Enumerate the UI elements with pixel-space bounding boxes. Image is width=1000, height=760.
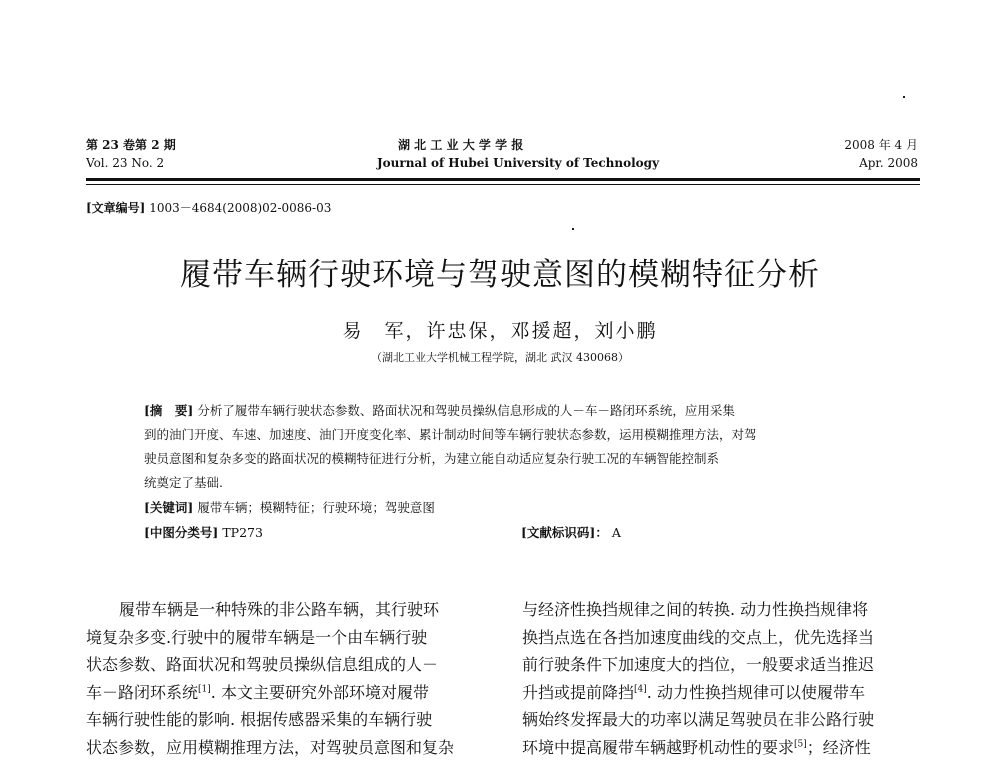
classification-number (144, 523, 263, 541)
body-text: 履带车辆是一种特殊的非公路车辆，其行驶环 (119, 600, 440, 619)
body-line (86, 625, 427, 648)
body-line (522, 652, 874, 675)
issue-date-en: Apr. 2008 (859, 156, 918, 170)
body-text: 换挡点选在各挡加速度曲线的交点上，优先选择当 (522, 627, 875, 647)
header-rule-thick (86, 178, 920, 181)
header-rule-thin (86, 184, 920, 185)
body-line (86, 735, 454, 758)
body-text: 升挡或提前降挡 (522, 682, 635, 702)
scan-speck (903, 96, 905, 98)
body-line (522, 597, 868, 620)
issue-date-cn: 2008 年 4 月 (844, 138, 918, 152)
volume-issue-en: Vol. 23 No. 2 (86, 156, 165, 170)
body-line (86, 652, 438, 675)
body-text: 车－路闭环系统 (86, 682, 199, 702)
body-text: . 动力性换挡规律可以使履带车 (646, 682, 865, 702)
citation-ref: [1] (198, 684, 211, 695)
volume-issue-cn: 第 23 卷第 2 期 (86, 138, 176, 152)
abstract-line (144, 401, 735, 419)
body-text: 状态参数，应用模糊推理方法，对驾驶员意图和复杂 (86, 737, 455, 757)
paper-title: 履带车辆行驶环境与驾驶意图的模糊特征分析 (180, 257, 820, 293)
body-text: 境复杂多变.行驶中的履带车辆是一个由车辆行驶 (86, 627, 428, 647)
abstract-line: 到的油门开度、车速、加速度、油门开度变化率、累计制动时间等车辆行驶状态参数，运用模糊推理方法，对驾 (144, 427, 757, 442)
article-number-value: 1003－4684(2008)02-0086-03 (149, 201, 332, 215)
author-list: 易 军，许忠保，邓援超，刘小鹏 (342, 320, 658, 342)
body-line (119, 597, 439, 620)
body-line (522, 625, 874, 648)
body-text: 前行驶条件下加速度大的挡位，一般要求适当推迟 (522, 655, 875, 674)
body-text: 车辆行驶性能的影响. 根据传感器采集的车辆行驶 (86, 710, 433, 729)
document-code-label: [文献标识码]： (521, 525, 608, 540)
body-line (522, 735, 871, 758)
keywords-label: [关键词] (144, 500, 194, 515)
citation-ref: [5] (794, 739, 807, 750)
classification-value: TP273 (222, 525, 263, 540)
body-line (522, 680, 865, 703)
article-number (86, 199, 331, 216)
body-line (86, 707, 432, 730)
body-text: 辆始终发挥最大的功率以满足驾驶员在非公路行驶 (522, 710, 875, 729)
body-line (86, 680, 429, 703)
body-text: ；经济性 (806, 737, 871, 757)
keywords (144, 498, 435, 516)
body-text: . 本文主要研究外部环境对履带 (210, 682, 429, 702)
body-text: 环境中提高履带车辆越野机动性的要求 (522, 737, 795, 757)
keywords-value: 履带车辆；模糊特征；行驶环境；驾驶意图 (197, 500, 435, 515)
author-affiliation: （湖北工业大学机械工程学院，湖北 武汉 430068） (371, 351, 629, 364)
document-code (521, 523, 621, 541)
body-line (522, 707, 874, 730)
body-text: 与经济性换挡规律之间的转换. 动力性换挡规律将 (522, 600, 869, 619)
document-code-value: A (611, 525, 621, 540)
body-text: 状态参数、路面状况和驾驶员操纵信息组成的人－ (86, 655, 439, 674)
abstract-line: 统奠定了基础. (144, 475, 223, 490)
classification-label: [中图分类号] (144, 525, 219, 540)
citation-ref: [4] (634, 684, 647, 695)
abstract-line: 驶员意图和复杂多变的路面状况的模糊特征进行分析，为建立能自动适应复杂行驶工况的车辆智能控制系 (144, 451, 720, 466)
journal-name-en: Journal of Hubei University of Technology (377, 156, 660, 170)
article-number-label: [文章编号] (86, 201, 146, 215)
scan-speck (572, 228, 574, 230)
abstract-text: 分析了履带车辆行驶状态参数、路面状况和驾驶员操纵信息形成的人－车－路闭环系统，应用采集 (197, 403, 735, 418)
journal-name-cn: 湖 北 工 业 大 学 学 报 (398, 138, 524, 152)
abstract-label: [摘 要] (144, 403, 194, 418)
